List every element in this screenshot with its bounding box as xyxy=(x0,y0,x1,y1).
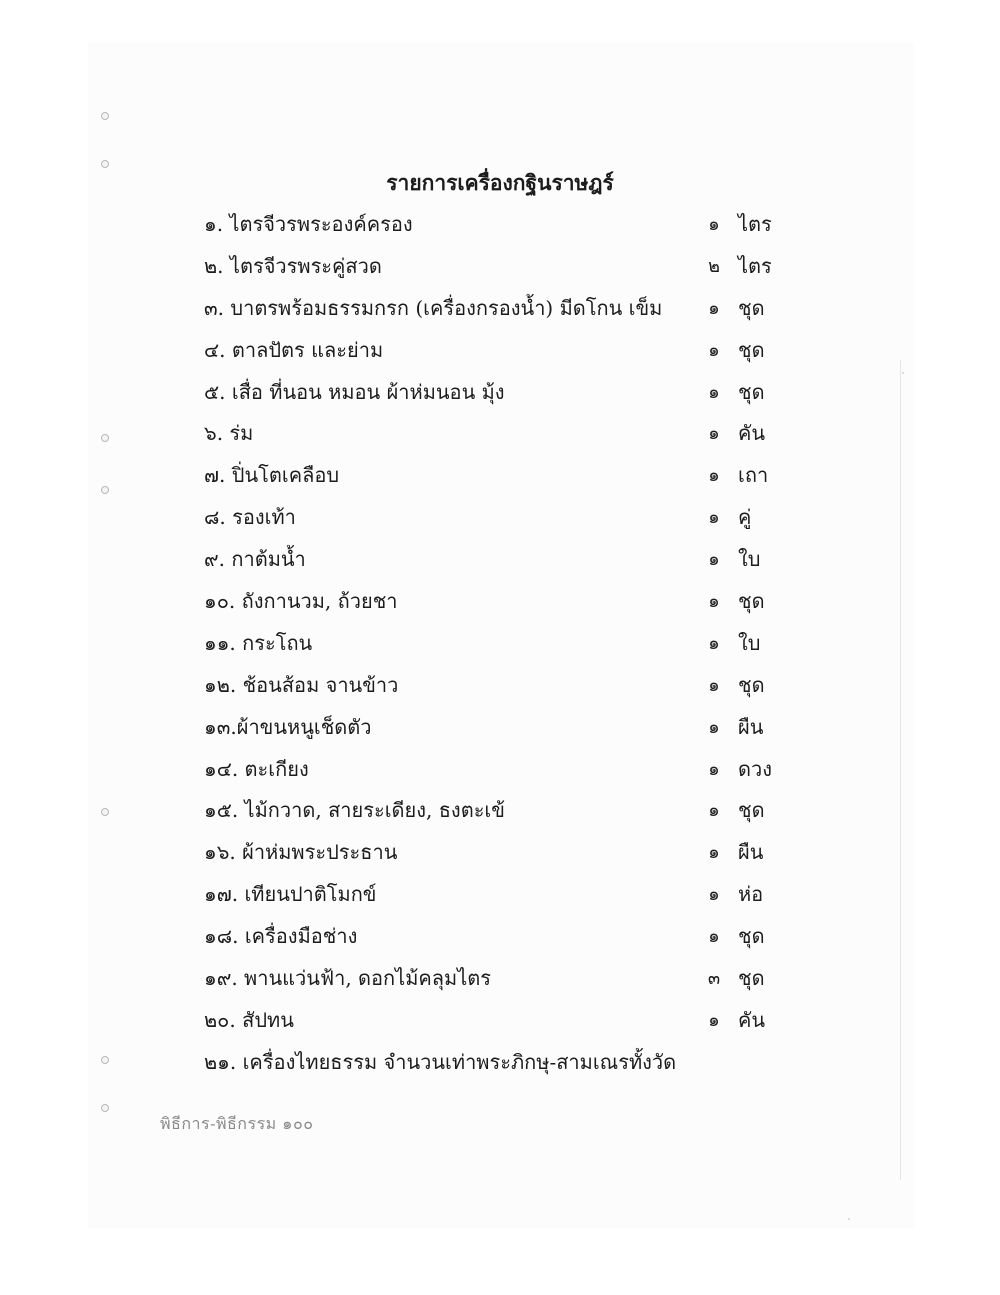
scan-speck xyxy=(848,1218,850,1220)
list-item xyxy=(204,497,804,539)
item-quantity: ๑ xyxy=(708,549,720,571)
item-name: ๑๗. เทียนปาติโมกข์ xyxy=(204,882,377,907)
item-unit: คัน xyxy=(738,1007,766,1032)
item-quantity: ๑ xyxy=(708,926,720,948)
item-quantity: ๑ xyxy=(708,591,720,613)
list-item xyxy=(204,246,804,288)
item-unit: ผืน xyxy=(738,840,764,865)
item-unit: ผืน xyxy=(738,714,764,739)
list-item xyxy=(204,623,804,665)
punch-mark xyxy=(101,486,109,494)
list-item xyxy=(204,1042,804,1084)
item-name: ๗. ปิ่นโตเคลือบ xyxy=(204,463,340,488)
item-quantity: ๑ xyxy=(708,842,720,864)
list-item xyxy=(204,707,804,749)
list-item xyxy=(204,581,804,623)
list-item xyxy=(204,455,804,497)
item-name: ๑๘. เครื่องมือช่าง xyxy=(204,924,358,949)
item-name: ๒๑. เครื่องไทยธรรม จำนวนเท่าพระภิกษุ-สามเณรทั้งวัด xyxy=(204,1049,677,1074)
item-quantity: ๑ xyxy=(708,381,720,403)
item-name: ๘. รองเท้า xyxy=(204,505,296,530)
item-unit: ชุด xyxy=(738,798,765,823)
punch-mark xyxy=(101,112,109,120)
page-title: รายการเครื่องกฐินราษฎร์ xyxy=(386,170,614,195)
list-item xyxy=(204,330,804,372)
list-item xyxy=(204,790,804,832)
item-name: ๑๔. ตะเกียง xyxy=(204,756,309,781)
item-unit: ชุด xyxy=(738,589,765,614)
item-quantity: ๓ xyxy=(707,968,721,990)
list-item xyxy=(204,288,804,330)
item-quantity: ๑ xyxy=(708,800,720,822)
list-item xyxy=(204,832,804,874)
item-name: ๑๐. ถังกานวม, ถ้วยชา xyxy=(204,589,398,614)
item-unit: ใบ xyxy=(738,630,761,655)
list-item xyxy=(204,958,804,1000)
punch-mark xyxy=(101,808,109,816)
scan-edge xyxy=(900,360,901,1180)
item-unit: ไตร xyxy=(738,253,772,278)
item-unit: ชุด xyxy=(738,924,765,949)
punch-mark xyxy=(101,434,109,442)
item-name: ๙. กาต้มน้ำ xyxy=(204,547,306,572)
punch-mark xyxy=(101,1056,109,1064)
item-name: ๓. บาตรพร้อมธรรมกรก (เครื่องกรองน้ำ) มีดโกน เข็ม xyxy=(204,295,663,320)
item-unit: ชุด xyxy=(738,672,765,697)
list-item xyxy=(204,539,804,581)
item-unit: ชุด xyxy=(738,295,765,320)
item-name: ๑. ไตรจีวรพระองค์ครอง xyxy=(204,212,413,236)
item-name: ๑๓.ผ้าขนหนูเช็ดตัว xyxy=(204,714,372,739)
item-name: ๑๑. กระโถน xyxy=(204,630,313,655)
punch-mark xyxy=(101,1104,109,1112)
item-unit: ไตร xyxy=(738,212,772,236)
item-quantity: ๑ xyxy=(708,632,720,654)
item-quantity: ๑ xyxy=(708,297,720,319)
list-item xyxy=(204,413,804,455)
item-quantity: ๑ xyxy=(708,884,720,906)
item-name: ๑๒. ช้อนส้อม จานข้าว xyxy=(204,672,399,697)
item-quantity: ๑ xyxy=(708,465,720,487)
item-quantity: ๑ xyxy=(708,507,720,529)
item-unit: คู่ xyxy=(738,505,752,530)
item-quantity: ๑ xyxy=(708,1009,720,1031)
list-item xyxy=(204,665,804,707)
scan-speck xyxy=(902,372,904,374)
item-quantity: ๑ xyxy=(708,674,720,696)
list-item xyxy=(204,1000,804,1042)
item-unit: ชุด xyxy=(738,337,765,362)
item-name: ๕. เสื่อ ที่นอน หมอน ผ้าห่มนอน มุ้ง xyxy=(204,379,505,404)
list-item xyxy=(204,204,804,246)
item-quantity: ๑ xyxy=(708,758,720,780)
item-unit: ชุด xyxy=(738,966,765,991)
item-unit: ชุด xyxy=(738,379,765,404)
list-item xyxy=(204,916,804,958)
page-footer: พิธีการ-พิธีกรรม ๑๐๐ xyxy=(160,1114,314,1133)
item-name: ๑๙. พานแว่นฟ้า, ดอกไม้คลุมไตร xyxy=(204,966,492,991)
list-item xyxy=(204,749,804,791)
item-name: ๔. ตาลปัตร และย่าม xyxy=(204,337,384,362)
item-name: ๑๖. ผ้าห่มพระประธาน xyxy=(204,840,398,865)
item-list xyxy=(204,204,804,1084)
item-quantity: ๑ xyxy=(708,339,720,361)
list-item xyxy=(204,874,804,916)
item-quantity: ๒ xyxy=(708,255,720,277)
item-unit: ใบ xyxy=(738,547,761,572)
item-unit: คัน xyxy=(738,421,766,446)
item-name: ๖. ร่ม xyxy=(204,421,254,446)
list-item xyxy=(204,372,804,414)
item-unit: เถา xyxy=(738,463,769,488)
item-quantity: ๑ xyxy=(708,423,720,445)
item-unit: ดวง xyxy=(738,756,772,781)
item-quantity: ๑ xyxy=(708,716,720,738)
item-name: ๒๐. สัปทน xyxy=(204,1007,294,1032)
item-name: ๒. ไตรจีวรพระคู่สวด xyxy=(204,253,382,278)
item-unit: ห่อ xyxy=(738,882,764,907)
item-name: ๑๕. ไม้กวาด, สายระเดียง, ธงตะเข้ xyxy=(204,798,505,823)
item-quantity: ๑ xyxy=(708,214,720,235)
